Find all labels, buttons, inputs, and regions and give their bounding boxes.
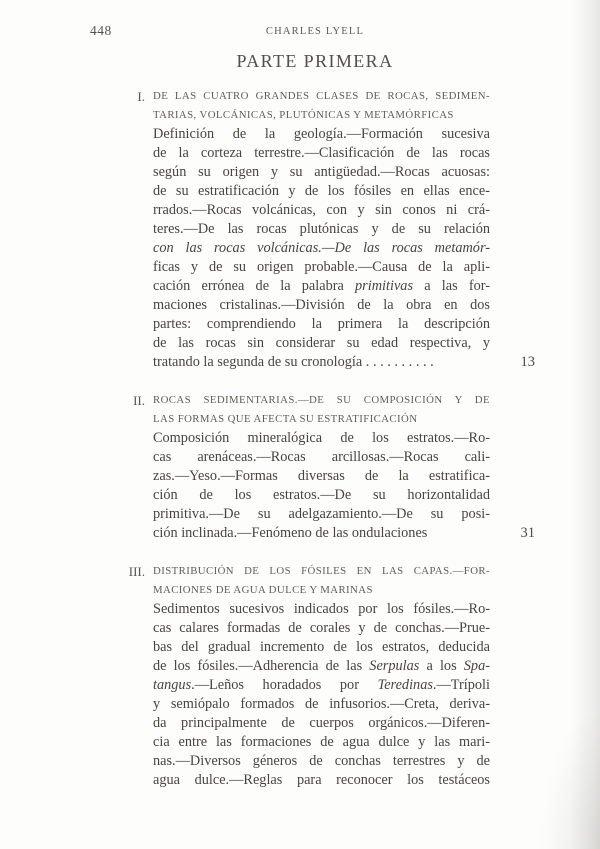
toc-entry-page: 31 xyxy=(520,525,535,541)
italic-text-segment: tangus xyxy=(153,677,192,693)
text-segment: a los xyxy=(419,658,464,674)
toc-body-line xyxy=(153,220,490,239)
toc-body-line xyxy=(153,486,490,505)
text-segment: rrados.—Rocas volcánicas, con y sin conos ni crá- xyxy=(153,202,490,218)
text-segment: .—Trípoli xyxy=(432,677,490,693)
toc-entry xyxy=(115,391,535,543)
toc-entry-content xyxy=(153,562,490,790)
text-segment: según su origen y su antigüedad.—Rocas acuosas: xyxy=(153,164,490,180)
toc-heading-line xyxy=(153,410,490,429)
toc-body-line xyxy=(153,429,490,448)
toc-body-line xyxy=(153,163,490,182)
toc-body-line xyxy=(153,752,490,771)
text-segment: de su estratificación y de los fósiles en ellas ence- xyxy=(153,183,490,199)
text-segment: bas del gradual incremento de los estratos, deducida xyxy=(153,639,490,655)
toc-entry xyxy=(115,562,535,790)
page-header xyxy=(90,23,540,41)
text-segment: TARIAS, VOLCÁNICAS, PLUTÓNICAS Y METAMÓRFICAS xyxy=(153,109,454,121)
italic-text-segment: Serpulas xyxy=(369,658,420,674)
toc-body-line xyxy=(153,258,490,277)
toc-body-line xyxy=(153,657,490,676)
toc-body-line xyxy=(153,239,490,258)
text-segment: nas.—Diversos géneros de conchas terrestres y de xyxy=(153,753,490,769)
toc-body-line xyxy=(153,296,490,315)
toc-body-line xyxy=(153,277,490,296)
toc-body-line xyxy=(153,334,490,353)
text-segment: ción inclinada.—Fenómeno de las ondulaciones xyxy=(153,525,428,541)
toc-entry-content xyxy=(153,87,490,372)
toc-body-line xyxy=(153,144,490,163)
text-segment: zas.—Yeso.—Formas diversas de la estratifica- xyxy=(153,468,490,484)
toc-entry-numeral: I. xyxy=(137,89,145,104)
page-corner-shadow xyxy=(540,709,600,849)
italic-text-segment: Spa- xyxy=(463,658,490,674)
toc-body-line xyxy=(153,353,490,372)
toc-body-line xyxy=(153,771,490,790)
text-segment: MACIONES DE AGUA DULCE Y MARINAS xyxy=(153,584,373,596)
toc-entry-content xyxy=(153,391,490,543)
text-segment: a las for- xyxy=(413,278,490,294)
text-segment: DE LAS CUATRO GRANDES CLASES DE ROCAS, SEDIMEN- xyxy=(153,90,490,102)
italic-text-segment: primitivas xyxy=(355,278,414,294)
page-edge-shadow xyxy=(570,0,600,849)
text-segment: partes: comprendiendo la primera la descripción xyxy=(153,316,490,332)
toc-heading-line xyxy=(153,87,490,106)
table-of-contents xyxy=(115,87,535,809)
text-segment: .—Leños horadados por xyxy=(191,677,378,693)
toc-entry xyxy=(115,87,535,372)
text-segment: ción de los estratos.—De su horizontalidad xyxy=(153,487,490,503)
toc-entry-numeral: II. xyxy=(133,393,145,408)
text-segment: cas calares formadas de corales y de conchas.—Prue- xyxy=(153,620,490,636)
toc-body-line xyxy=(153,695,490,714)
toc-body-line xyxy=(153,619,490,638)
toc-body-line xyxy=(153,505,490,524)
text-segment: LAS FORMAS QUE AFECTA SU ESTRATIFICACIÓN xyxy=(153,413,418,425)
text-segment: maciones cristalinas.—División de la obra en dos xyxy=(153,297,490,313)
text-segment: DISTRIBUCIÓN DE LOS FÓSILES EN LAS CAPAS.—FOR- xyxy=(153,565,490,577)
toc-entry-page: 13 xyxy=(520,354,535,370)
text-segment: ROCAS SEDIMENTARIAS.—DE SU COMPOSICIÓN Y DE xyxy=(153,394,490,406)
text-segment: y semiópalo formados de infusorios.—Creta, deriva- xyxy=(153,696,490,712)
part-title: PARTE PRIMERA xyxy=(236,51,394,71)
toc-body-line xyxy=(153,125,490,144)
text-segment: agua dulce.—Reglas para reconocer los testáceos xyxy=(153,772,490,788)
text-segment: Sedimentos sucesivos indicados por los fósiles.—Ro- xyxy=(153,601,490,617)
toc-body-line xyxy=(153,676,490,695)
text-segment: de la corteza terrestre.—Clasificación de las rocas xyxy=(153,145,490,161)
text-segment: cación errónea de la palabra xyxy=(153,278,356,294)
text-segment: cas arenáceas.—Rocas arcillosas.—Rocas cali- xyxy=(153,449,490,465)
toc-body-line xyxy=(153,714,490,733)
toc-heading-line xyxy=(153,562,490,581)
italic-text-segment: Teredinas xyxy=(377,677,433,693)
toc-heading-line xyxy=(153,391,490,410)
italic-text-segment: con las rocas volcánicas.—De las rocas metamór- xyxy=(153,240,490,256)
toc-body-line xyxy=(153,524,490,543)
toc-body-line xyxy=(153,201,490,220)
toc-body-line xyxy=(153,182,490,201)
toc-heading-line xyxy=(153,106,490,125)
text-segment: Composición mineralógica de los estratos.—Ro- xyxy=(153,430,490,446)
toc-entry-numeral: III. xyxy=(128,564,145,579)
toc-body-line xyxy=(153,315,490,334)
text-segment: da principalmente de cuerpos orgánicos.—Diferen- xyxy=(153,715,490,731)
text-segment: de las rocas sin considerar su edad respectiva, y xyxy=(153,335,490,351)
toc-body-line xyxy=(153,638,490,657)
running-head: CHARLES LYELL xyxy=(265,26,365,37)
toc-body-line xyxy=(153,448,490,467)
text-segment: ficas y de su origen probable.—Causa de la apli- xyxy=(153,259,490,275)
text-segment: de los fósiles.—Adherencia de las xyxy=(153,658,370,674)
text-segment: tratando la segunda de su cronología . . . . . . . . . . xyxy=(153,354,434,370)
text-segment: Definición de la geología.—Formación sucesiva xyxy=(153,126,490,142)
toc-body-line xyxy=(153,733,490,752)
text-segment: cia entre las formaciones de agua dulce y las mari- xyxy=(153,734,490,750)
folio-number: 448 xyxy=(90,23,112,38)
text-segment: primitiva.—De su adelgazamiento.—De su posi- xyxy=(153,506,490,522)
toc-body-line xyxy=(153,467,490,486)
text-segment: teres.—De las rocas plutónicas y de su relación xyxy=(153,221,490,237)
toc-body-line xyxy=(153,600,490,619)
toc-heading-line xyxy=(153,581,490,600)
